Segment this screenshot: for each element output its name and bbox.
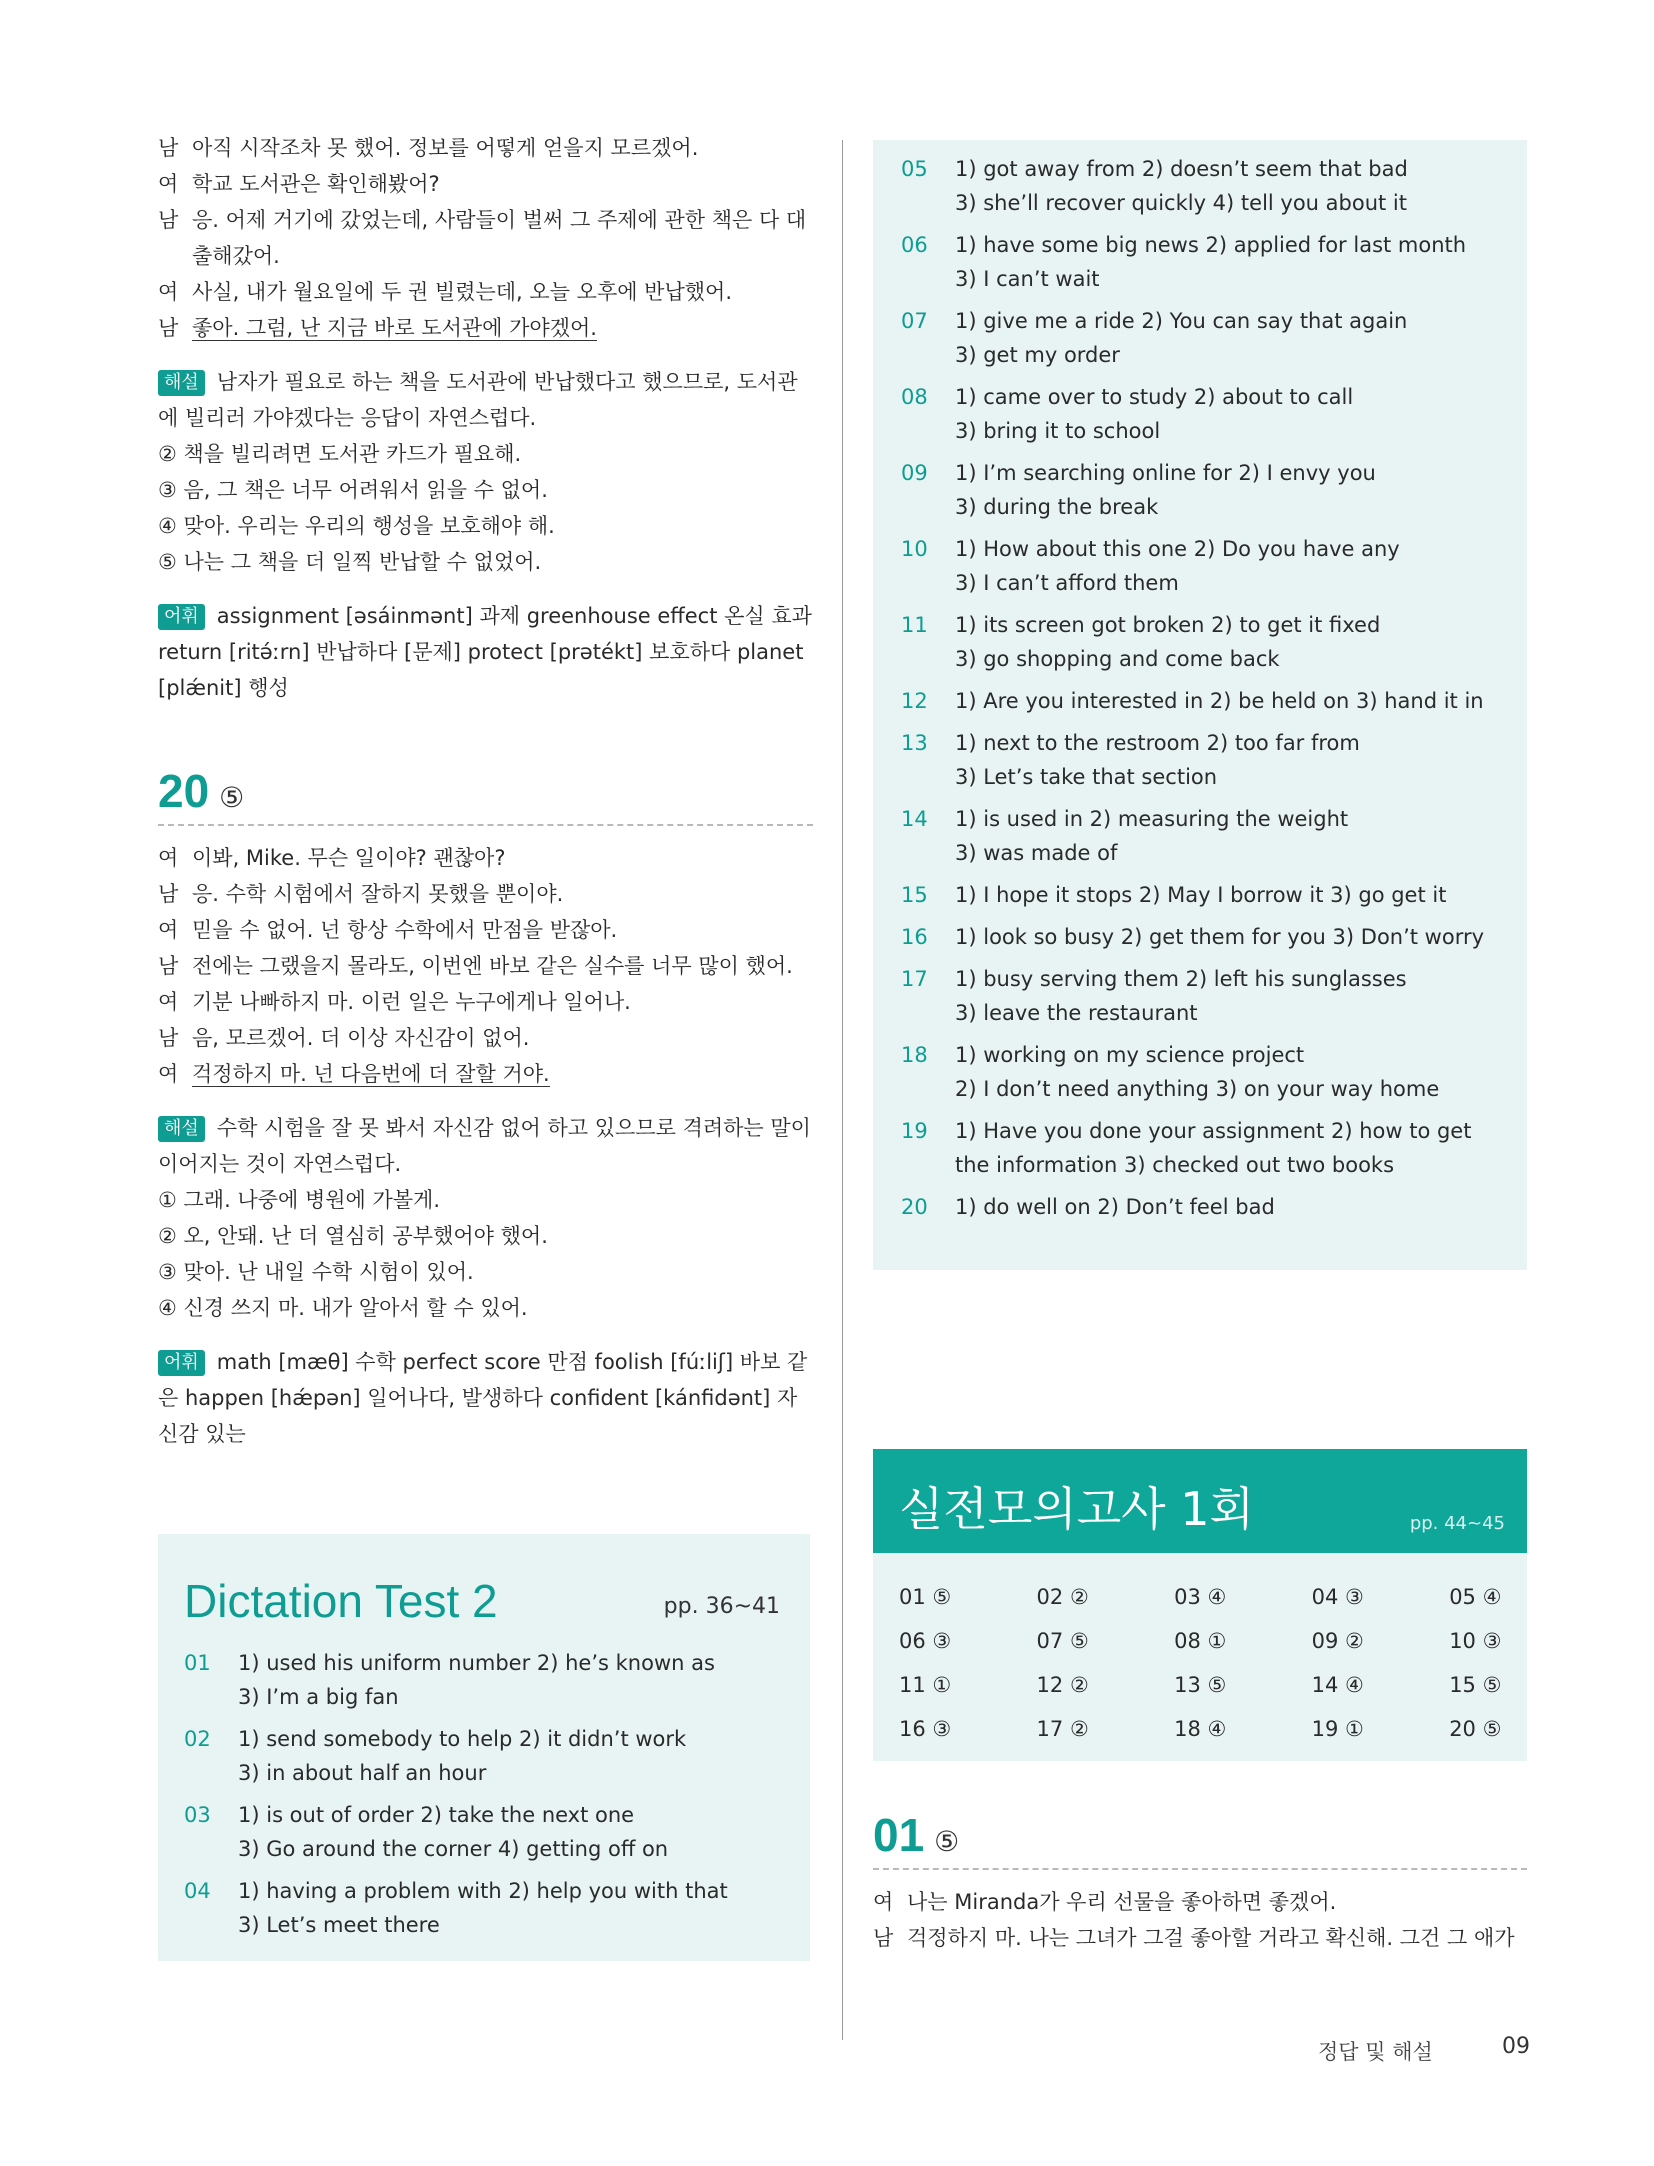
option-line: ② 책을 빌리려면 도서관 카드가 필요해. — [158, 442, 522, 466]
speaker-label: 남 — [158, 954, 179, 978]
dialogue-line — [158, 130, 813, 166]
answer-number: 06 — [901, 233, 928, 257]
question-number: 20 — [158, 765, 210, 817]
answer-line: 3) was made of — [955, 841, 1118, 865]
answer-line: the information 3) checked out two books — [955, 1153, 1395, 1177]
dialogue-text: 걱정하지 마. 넌 다음번에 더 잘할 거야. — [192, 1062, 550, 1086]
answer-number: 09 — [901, 461, 928, 485]
answer-item — [901, 684, 1511, 718]
answer-line: 3) Go around the corner 4) getting off on — [238, 1837, 669, 1861]
answer-grid-cell: 10 ③ — [1449, 1629, 1502, 1653]
speaker-label: 남 — [158, 882, 179, 906]
answer-number: 19 — [901, 1119, 928, 1143]
vocab-tag: 어휘 — [158, 604, 205, 630]
answer-line: 1) have some big news 2) applied for last month — [955, 233, 1467, 257]
dialogue-text: 나는 Miranda가 우리 선물을 좋아하면 좋겠어. — [907, 1890, 1337, 1914]
answer-grid-cell: 05 ④ — [1449, 1585, 1502, 1609]
answer-grid-cell: 13 ⑤ — [1174, 1673, 1227, 1697]
q01-section — [873, 1808, 1527, 1956]
dialogue-line — [158, 912, 813, 948]
answer-grid-cell: 07 ⑤ — [1036, 1629, 1089, 1653]
dialogue-line — [158, 948, 813, 984]
explanation-tag: 해설 — [158, 370, 205, 396]
answer-line: 1) I’m searching online for 2) I envy you — [955, 461, 1376, 485]
answer-number: 04 — [184, 1879, 211, 1903]
answer-number: 13 — [901, 731, 928, 755]
answer-grid-cell: 18 ④ — [1174, 1717, 1227, 1741]
dialogue-line — [158, 310, 813, 346]
speaker-label: 남 — [158, 316, 179, 340]
answer-line: 3) get my order — [955, 343, 1120, 367]
q20-vocab — [158, 1344, 813, 1452]
answer-item — [901, 380, 1511, 448]
answer-grid-cell: 02 ② — [1036, 1585, 1089, 1609]
speaker-label: 여 — [158, 172, 179, 196]
dialogue-text: 걱정하지 마. 나는 그녀가 그걸 좋아할 거라고 확신해. 그건 그 애가 — [907, 1926, 1515, 1950]
answer-grid-cell: 08 ① — [1174, 1629, 1227, 1653]
dialogue-text: 아직 시작조차 못 했어. 정보를 어떻게 얻을지 모르겠어. — [192, 136, 699, 160]
answer-item — [901, 1190, 1511, 1224]
answer-line: 1) How about this one 2) Do you have any — [955, 537, 1400, 561]
speaker-label: 남 — [873, 1926, 894, 1950]
answer-line: 3) leave the restaurant — [955, 1001, 1198, 1025]
answer-grid-row — [899, 1663, 1509, 1707]
q01-dialogue — [873, 1884, 1527, 1956]
answer-number: 18 — [901, 1043, 928, 1067]
answer-number: 08 — [901, 385, 928, 409]
explanation-text: 남자가 필요로 하는 책을 도서관에 반납했다고 했으므로, 도서관에 빌리러 가야겠다는 응답이 자연스럽다. — [158, 370, 798, 430]
option-line: ⑤ 나는 그 책을 더 일찍 반납할 수 없었어. — [158, 550, 542, 574]
mock-exam-pages: pp. 44~45 — [1409, 1513, 1505, 1534]
answer-item — [184, 1646, 794, 1714]
answer-grid-cell: 16 ③ — [899, 1717, 952, 1741]
answer-item — [901, 1114, 1511, 1182]
q20-explanation — [158, 1110, 813, 1326]
answer-item — [901, 228, 1511, 296]
answer-line: 1) is used in 2) measuring the weight — [955, 807, 1349, 831]
answer-item — [901, 456, 1511, 524]
answer-grid-cell: 15 ⑤ — [1449, 1673, 1502, 1697]
answer-list — [901, 152, 1511, 1232]
dashed-divider — [158, 824, 813, 826]
footer-label: 정답 및 해설 — [1318, 2040, 1433, 2064]
dialogue-text: 응. 수학 시험에서 잘하지 못했을 뿐이야. — [192, 882, 564, 906]
answer-grid-cell: 12 ② — [1036, 1673, 1089, 1697]
answer-line: 3) I can’t afford them — [955, 571, 1179, 595]
answer-grid-cell: 03 ④ — [1174, 1585, 1227, 1609]
answer-item — [184, 1722, 794, 1790]
answer-grid-cell: 19 ① — [1311, 1717, 1364, 1741]
mock-exam-box — [873, 1449, 1527, 1761]
dialogue-text: 기분 나빠하지 마. 이런 일은 누구에게나 일어나. — [192, 990, 631, 1014]
vocab-text: assignment [əsáinmənt] 과제 greenhouse effect 온실 효과 return [ritə́ːrn] 반납하다 [문제] protect [prətékt] 보호하다 planet [plǽnit] 행성 — [158, 604, 812, 700]
speaker-label: 남 — [158, 136, 179, 160]
q19-explanation — [158, 364, 813, 580]
dialogue-line — [158, 274, 813, 310]
answer-line: 1) having a problem with 2) help you with that — [238, 1879, 728, 1903]
question-answer: ⑤ — [934, 1826, 960, 1857]
answer-grid-row — [899, 1575, 1509, 1619]
answer-item — [901, 152, 1511, 220]
dialogue-line — [158, 1056, 813, 1092]
answer-item — [184, 1874, 794, 1942]
dialogue-text: 사실, 내가 월요일에 두 권 빌렸는데, 오늘 오후에 반납했어. — [192, 280, 733, 304]
answer-line: 3) Let’s meet there — [238, 1913, 440, 1937]
q20-heading — [158, 764, 813, 818]
answer-line: 1) Are you interested in 2) be held on 3) hand it in — [955, 689, 1484, 713]
answer-line: 3) Let’s take that section — [955, 765, 1218, 789]
answer-item — [901, 920, 1511, 954]
dialogue-line — [873, 1884, 1527, 1920]
dialogue-text: 전에는 그랬을지 몰라도, 이번엔 바보 같은 실수를 너무 많이 했어. — [192, 954, 793, 978]
question-answer: ⑤ — [219, 782, 245, 813]
answer-item — [184, 1798, 794, 1866]
q19-dialogue — [158, 130, 813, 346]
q19-vocab — [158, 598, 813, 706]
answer-item — [901, 878, 1511, 912]
option-line: ① 그래. 나중에 병원에 가볼게. — [158, 1188, 441, 1212]
answer-grid-cell: 01 ⑤ — [899, 1585, 952, 1609]
option-line: ④ 신경 쓰지 마. 내가 알아서 할 수 있어. — [158, 1296, 528, 1320]
answer-line: 2) I don’t need anything 3) on your way home — [955, 1077, 1440, 1101]
option-line: ② 오, 안돼. 난 더 열심히 공부했어야 했어. — [158, 1224, 548, 1248]
speaker-label: 여 — [158, 846, 179, 870]
answer-grid-cell: 17 ② — [1036, 1717, 1089, 1741]
dialogue-line — [158, 876, 813, 912]
answer-item — [901, 726, 1511, 794]
question-number: 01 — [873, 1809, 925, 1861]
dialogue-text: 학교 도서관은 확인해봤어? — [192, 172, 440, 196]
dialogue-line — [158, 840, 813, 876]
answer-line: 3) bring it to school — [955, 419, 1161, 443]
answer-item — [901, 532, 1511, 600]
answer-line: 3) she’ll recover quickly 4) tell you about it — [955, 191, 1408, 215]
left-column — [158, 130, 813, 1452]
dialogue-line — [158, 1020, 813, 1056]
answer-grid-row — [899, 1619, 1509, 1663]
dialogue-line — [158, 984, 813, 1020]
answer-item — [901, 802, 1511, 870]
answer-line: 3) I can’t wait — [955, 267, 1100, 291]
answer-number: 02 — [184, 1727, 211, 1751]
speaker-label: 여 — [873, 1890, 894, 1914]
vocab-text: math [mæθ] 수학 perfect score 만점 foolish [fúːliʃ] 바보 같은 happen [hǽpən] 일어나다, 발생하다 confident [kánfidənt] 자신감 있는 — [158, 1350, 808, 1446]
dialogue-line — [158, 202, 813, 274]
answer-grid-cell: 04 ③ — [1311, 1585, 1364, 1609]
speaker-label: 여 — [158, 280, 179, 304]
answer-line: 1) busy serving them 2) left his sunglasses — [955, 967, 1407, 991]
explanation-tag: 해설 — [158, 1116, 205, 1142]
answer-line: 1) its screen got broken 2) to get it fixed — [955, 613, 1381, 637]
option-line: ③ 음, 그 책은 너무 어려워서 읽을 수 없어. — [158, 478, 548, 502]
answer-number: 11 — [901, 613, 928, 637]
speaker-label: 남 — [158, 208, 179, 232]
explanation-text: 수학 시험을 잘 못 봐서 자신감 없어 하고 있으므로 격려하는 말이 이어지는 것이 자연스럽다. — [158, 1116, 811, 1176]
column-divider — [842, 140, 843, 2040]
answer-grid-row — [899, 1707, 1509, 1751]
dashed-divider — [873, 1868, 1527, 1870]
page-number: 09 — [1502, 2034, 1530, 2059]
dialogue-line — [158, 166, 813, 202]
answer-line: 1) give me a ride 2) You can say that again — [955, 309, 1408, 333]
answer-item — [901, 962, 1511, 1030]
dictation-answers-continued — [873, 140, 1527, 1270]
answer-item — [901, 304, 1511, 372]
speaker-label: 여 — [158, 990, 179, 1014]
answer-line: 1) look so busy 2) get them for you 3) Don’t worry — [955, 925, 1485, 949]
q01-heading — [873, 1808, 1527, 1862]
answer-grid-cell: 09 ② — [1311, 1629, 1364, 1653]
answer-number: 15 — [901, 883, 928, 907]
dialogue-text: 믿을 수 없어. 넌 항상 수학에서 만점을 받잖아. — [192, 918, 618, 942]
answer-line: 1) used his uniform number 2) he’s known as — [238, 1651, 715, 1675]
answer-number: 01 — [184, 1651, 211, 1675]
speaker-label: 여 — [158, 918, 179, 942]
answer-line: 1) I hope it stops 2) May I borrow it 3) go get it — [955, 883, 1447, 907]
speaker-label: 남 — [158, 1026, 179, 1050]
answer-item — [901, 608, 1511, 676]
answer-line: 1) send somebody to help 2) it didn’t work — [238, 1727, 687, 1751]
answer-line: 1) came over to study 2) about to call — [955, 385, 1354, 409]
dialogue-line — [873, 1920, 1527, 1956]
answer-line: 3) I’m a big fan — [238, 1685, 399, 1709]
dialogue-text: 응. 어제 거기에 갔었는데, 사람들이 벌써 그 주제에 관한 책은 다 대출해갔어. — [192, 208, 807, 268]
q20-dialogue — [158, 840, 813, 1092]
mock-exam-header — [873, 1449, 1527, 1553]
dialogue-text: 음, 모르겠어. 더 이상 자신감이 없어. — [192, 1026, 530, 1050]
answer-number: 10 — [901, 537, 928, 561]
vocab-tag: 어휘 — [158, 1350, 205, 1376]
answer-grid-cell: 06 ③ — [899, 1629, 952, 1653]
dialogue-text: 좋아. 그럼, 난 지금 바로 도서관에 가야겠어. — [192, 316, 597, 340]
dictation-test-box — [158, 1534, 810, 1961]
answer-item — [901, 1038, 1511, 1106]
answer-number: 07 — [901, 309, 928, 333]
mock-exam-title: 실전모의고사 1회 — [899, 1482, 1254, 1536]
mock-exam-answer-grid — [899, 1575, 1509, 1751]
answer-number: 03 — [184, 1803, 211, 1827]
answer-line: 3) go shopping and come back — [955, 647, 1280, 671]
answer-line: 1) is out of order 2) take the next one — [238, 1803, 635, 1827]
answer-number: 14 — [901, 807, 928, 831]
answer-number: 17 — [901, 967, 928, 991]
answer-number: 20 — [901, 1195, 928, 1219]
answer-number: 16 — [901, 925, 928, 949]
answer-line: 1) Have you done your assignment 2) how to get — [955, 1119, 1472, 1143]
answer-grid-cell: 11 ① — [899, 1673, 952, 1697]
answer-line: 3) during the break — [955, 495, 1159, 519]
answer-number: 12 — [901, 689, 928, 713]
speaker-label: 여 — [158, 1062, 179, 1086]
answer-line: 1) do well on 2) Don’t feel bad — [955, 1195, 1275, 1219]
answer-number: 05 — [901, 157, 928, 181]
answer-line: 1) got away from 2) doesn’t seem that bad — [955, 157, 1408, 181]
dictation-answers — [184, 1646, 794, 1950]
answer-grid-cell: 14 ④ — [1311, 1673, 1364, 1697]
option-line: ④ 맞아. 우리는 우리의 행성을 보호해야 해. — [158, 514, 555, 538]
answer-grid-cell: 20 ⑤ — [1449, 1717, 1502, 1741]
dictation-pages: pp. 36~41 — [663, 1594, 780, 1619]
dialogue-text: 이봐, Mike. 무슨 일이야? 괜찮아? — [192, 846, 506, 870]
answer-line: 3) in about half an hour — [238, 1761, 487, 1785]
option-line: ③ 맞아. 난 내일 수학 시험이 있어. — [158, 1260, 474, 1284]
answer-line: 1) working on my science project — [955, 1043, 1305, 1067]
dictation-title: Dictation Test 2 — [184, 1575, 498, 1627]
answer-line: 1) next to the restroom 2) too far from — [955, 731, 1360, 755]
